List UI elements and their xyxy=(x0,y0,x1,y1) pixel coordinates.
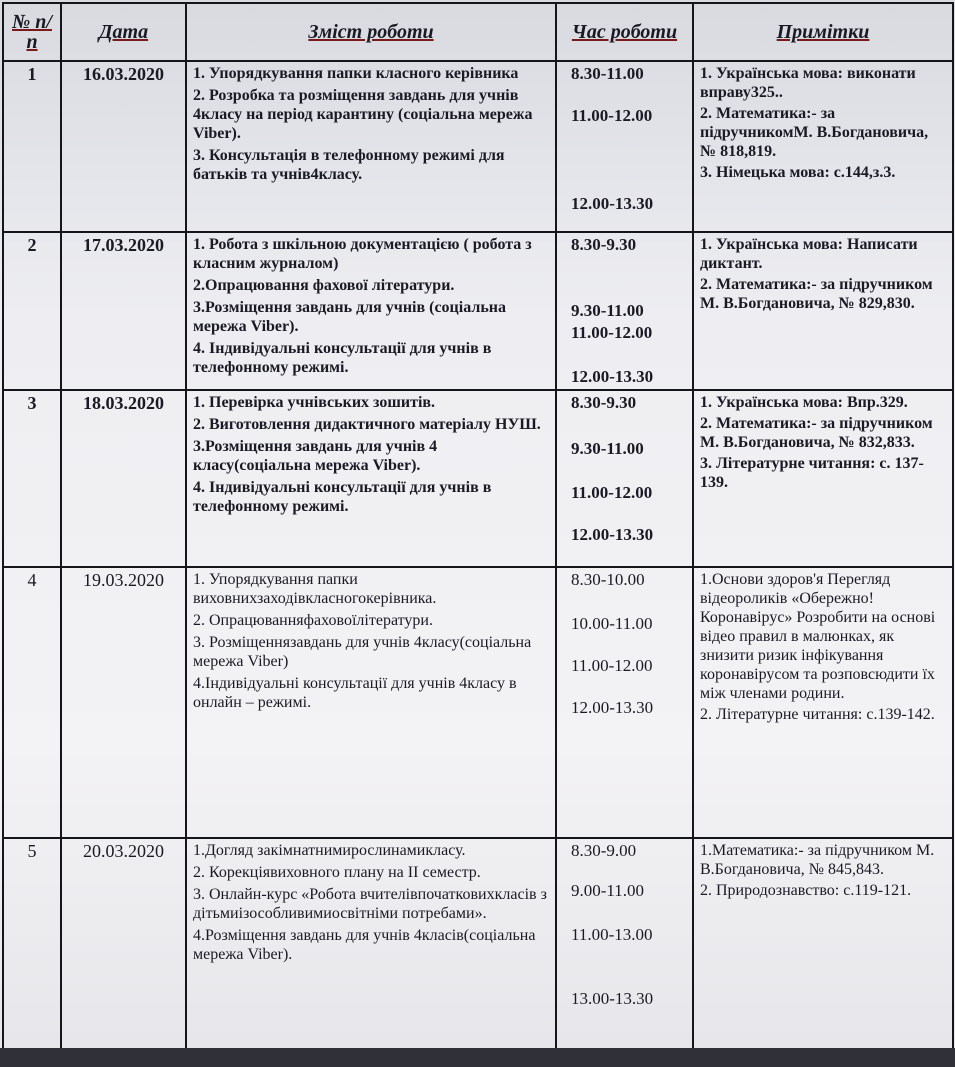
note-item: 2. Математика:- за підручником М. В.Богдановича, № 832,833. xyxy=(700,415,933,452)
work-item: 4.Індивідуальні консультації для учнів 4класу в онлайн – режимі. xyxy=(193,675,517,712)
work-item: 3.Розміщення завдань для учнів (соціальна мережа Viber). xyxy=(193,298,507,335)
time-slot: 11.00-12.00 xyxy=(571,322,653,342)
row-time xyxy=(556,61,693,232)
time-slot: 11.00-12.00 xyxy=(571,483,653,503)
time-slot: 8.30-10.00 xyxy=(571,570,645,590)
photo-bottom-edge xyxy=(0,1048,955,1067)
work-item: 4.Розміщення завдань для учнів 4класів(соціальна мережа Viber). xyxy=(193,927,536,964)
row-work xyxy=(186,390,556,567)
time-slot: 10.00-11.00 xyxy=(571,614,653,634)
work-item: 3. Онлайн-курс «Робота вчителівпочатковихкласів з дітьмиізособливимиосвітніми потребами». xyxy=(193,886,547,923)
row-date: 16.03.2020 xyxy=(61,61,186,232)
time-slot: 12.00-13.30 xyxy=(571,525,654,545)
work-item: 2. Опрацюванняфаховоїлітератури. xyxy=(193,612,433,630)
row-work xyxy=(186,232,556,391)
row-time xyxy=(556,838,693,1051)
header-num: № п/п xyxy=(3,3,61,61)
work-item: 2.Опрацювання фахової літератури. xyxy=(193,276,455,294)
note-item: 1. Українська мова: Впр.329. xyxy=(700,394,908,412)
header-work: Зміст роботи xyxy=(186,3,556,61)
time-slot: 9.30-11.00 xyxy=(571,300,644,320)
work-item: 4. Індивідуальні консультації для учнів в телефонному режимі. xyxy=(193,479,492,516)
time-slot: 11.00-12.00 xyxy=(571,106,653,125)
work-item: 2. Корекціявиховного плану на ІІ семестр. xyxy=(193,864,481,882)
row-date: 17.03.2020 xyxy=(61,232,186,391)
table-row xyxy=(3,390,953,567)
row-date: 20.03.2020 xyxy=(61,838,186,1051)
work-item: 3. Розміщеннязавдань для учнів 4класу(соціальна мережа Viber) xyxy=(193,634,532,671)
work-plan-table xyxy=(2,2,954,1052)
time-slot: 8.30-9.00 xyxy=(571,841,637,861)
time-slot: 8.30-11.00 xyxy=(571,64,644,83)
work-item: 1. Упорядкування папки класного керівника xyxy=(193,65,519,82)
time-slot: 12.00-13.30 xyxy=(571,366,654,386)
note-item: 2. Літературне читання: с.139-142. xyxy=(700,706,935,724)
header-time: Час роботи xyxy=(556,3,693,61)
note-item: 2. Математика:- за підручником М. В.Богдановича, № 829,830. xyxy=(700,275,933,312)
note-item: 1.Основи здоров'я Перегляд відеороликів «Обережно! Коронавірус» Розробити на основі відео правил в малюнках, як знизити ризик інфікування коронавірусом та розповсюдити їх між членами родини. xyxy=(700,571,936,703)
row-notes xyxy=(693,61,953,232)
time-slot: 8.30-9.30 xyxy=(571,393,637,413)
row-date: 19.03.2020 xyxy=(61,567,186,838)
table-row xyxy=(3,838,953,1051)
time-slot: 9.00-11.00 xyxy=(571,881,645,901)
row-time xyxy=(556,567,693,838)
note-item: 2. Природознавство: с.119-121. xyxy=(700,882,912,900)
time-slot: 9.30-11.00 xyxy=(571,439,644,459)
note-item: 1. Українська мова: виконати вправу325.. xyxy=(700,65,916,101)
row-time xyxy=(556,232,693,391)
row-number: 1 xyxy=(3,61,61,232)
work-item: 3.Розміщення завдань для учнів 4 класу(соціальна мережа Viber). xyxy=(193,438,438,475)
table-row xyxy=(3,232,953,391)
work-item: 2. Виготовлення дидактичного матеріалу НУШ. xyxy=(193,416,541,434)
table-row xyxy=(3,61,953,232)
row-work xyxy=(186,567,556,838)
row-notes xyxy=(693,232,953,391)
row-date: 18.03.2020 xyxy=(61,390,186,567)
work-item: 1.Догляд закімнатнимирослинамикласу. xyxy=(193,842,466,860)
header-date: Дата xyxy=(61,3,186,61)
row-work xyxy=(186,61,556,232)
header-row xyxy=(3,3,953,61)
row-time xyxy=(556,390,693,567)
note-item: 2. Математика:- за підручникомМ. В.Богдановича, № 818,819. xyxy=(700,105,929,160)
row-number: 4 xyxy=(3,567,61,838)
note-item: 3. Літературне читання: с. 137-139. xyxy=(700,455,924,492)
time-slot: 13.00-13.30 xyxy=(571,989,654,1009)
time-slot: 12.00-13.30 xyxy=(571,698,654,718)
time-slot: 12.00-13.30 xyxy=(571,194,654,213)
note-item: 1. Українська мова: Написати диктант. xyxy=(700,235,918,272)
work-item: 1. Упорядкування папки виховнихзаходівкласногокерівника. xyxy=(193,571,437,608)
time-slot: 11.00-12.00 xyxy=(571,656,653,676)
header-notes: Примітки xyxy=(693,3,953,61)
row-number: 2 xyxy=(3,232,61,391)
row-number: 5 xyxy=(3,838,61,1051)
work-item: 1. Перевірка учнівських зошитів. xyxy=(193,394,436,412)
work-item: 4. Індивідуальні консультації для учнів в телефонному режимі. xyxy=(193,339,492,376)
table-row xyxy=(3,567,953,838)
time-slot: 11.00-13.00 xyxy=(571,925,653,945)
row-notes xyxy=(693,567,953,838)
work-item: 1. Робота з шкільною документацією ( робота з класним журналом) xyxy=(193,235,532,272)
row-work xyxy=(186,838,556,1051)
note-item: 1.Математика:- за підручником М. В.Богдановича, № 845,843. xyxy=(700,842,935,879)
row-notes xyxy=(693,390,953,567)
note-item: 3. Німецька мова: с.144,з.3. xyxy=(700,164,896,181)
work-item: 2. Розробка та розміщення завдань для учнів 4класу на період карантину (соціальна мережа Viber). xyxy=(193,87,533,142)
row-number: 3 xyxy=(3,390,61,567)
work-item: 3. Консультація в телефонному режимі для батьків та учнів4класу. xyxy=(193,147,505,183)
row-notes xyxy=(693,838,953,1051)
time-slot: 8.30-9.30 xyxy=(571,234,637,254)
